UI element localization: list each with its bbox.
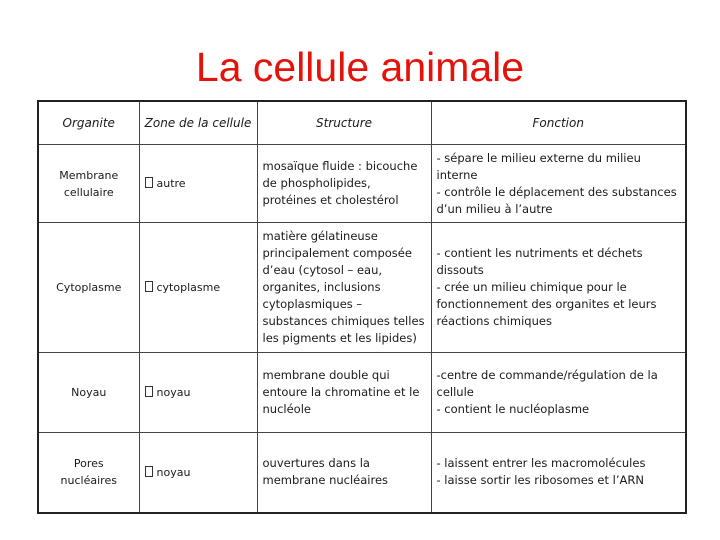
header-structure: Structure — [257, 101, 431, 145]
table-row — [38, 353, 686, 433]
structure-cell: ouvertures dans la membrane nucléaires — [257, 433, 431, 513]
organite-name-line: cellulaire — [63, 185, 114, 199]
header-organite: Organite — [38, 101, 139, 145]
box-glyph-icon — [145, 281, 153, 292]
structure-cell: membrane double qui entoure la chromatine et le nucléole — [257, 353, 431, 433]
header-fonction: Fonction — [431, 101, 686, 145]
organite-cell — [38, 145, 139, 223]
zone-label: cytoplasme — [156, 281, 221, 294]
zone-label: noyau — [156, 386, 191, 399]
header-zone: Zone de la cellule — [139, 101, 257, 145]
organite-name-line: Noyau — [71, 386, 107, 399]
organite-cell — [38, 223, 139, 353]
zone-label: autre — [156, 177, 186, 190]
zone-label: noyau — [156, 465, 191, 479]
structure-cell: matière gélatineuse principalement composée d’eau (cytosol – eau, organites, inclusions cytoplasmiques – substances chimiques telles les pigments et les lipides) — [257, 223, 431, 353]
organite-name-line: Pores nucléaires — [60, 457, 117, 488]
fonction-line: - contient le nucléoplasme — [436, 402, 590, 416]
organite-name-line: Membrane — [59, 168, 119, 182]
zone-cell — [139, 353, 257, 433]
table-row — [38, 433, 686, 513]
fonction-line: - sépare le milieu externe du milieu interne — [436, 150, 641, 182]
fonction-line: - crée un milieu chimique pour le fonctionnement des organites et leurs réactions chimiques — [436, 280, 657, 328]
box-glyph-icon — [145, 177, 153, 188]
zone-cell — [139, 433, 257, 513]
organite-name-line: Cytoplasme — [56, 281, 122, 294]
fonction-cell — [431, 223, 686, 353]
zone-cell — [139, 223, 257, 353]
organite-cell — [38, 353, 139, 433]
box-glyph-icon — [145, 466, 153, 477]
fonction-line: - contrôle le déplacement des substances d’un milieu à l’autre — [436, 184, 677, 216]
fonction-line: -centre de commande/régulation de la cellule — [436, 368, 658, 399]
zone-cell — [139, 145, 257, 223]
fonction-line: - laisse sortir les ribosomes et l’ARN — [436, 473, 644, 488]
table-row — [38, 145, 686, 223]
organelle-table — [37, 100, 687, 514]
fonction-cell — [431, 353, 686, 433]
fonction-line: - laissent entrer les macromolécules — [436, 456, 646, 471]
fonction-line: - contient les nutriments et déchets dissouts — [436, 246, 643, 277]
organite-cell — [38, 433, 139, 513]
structure-cell: mosaïque fluide : bicouche de phospholipides, protéines et cholestérol — [257, 145, 431, 223]
fonction-cell — [431, 433, 686, 513]
table-row — [38, 223, 686, 353]
header-row — [38, 101, 686, 145]
box-glyph-icon — [145, 386, 153, 397]
slide-title: La cellule animale — [195, 44, 525, 90]
fonction-cell — [431, 145, 686, 223]
